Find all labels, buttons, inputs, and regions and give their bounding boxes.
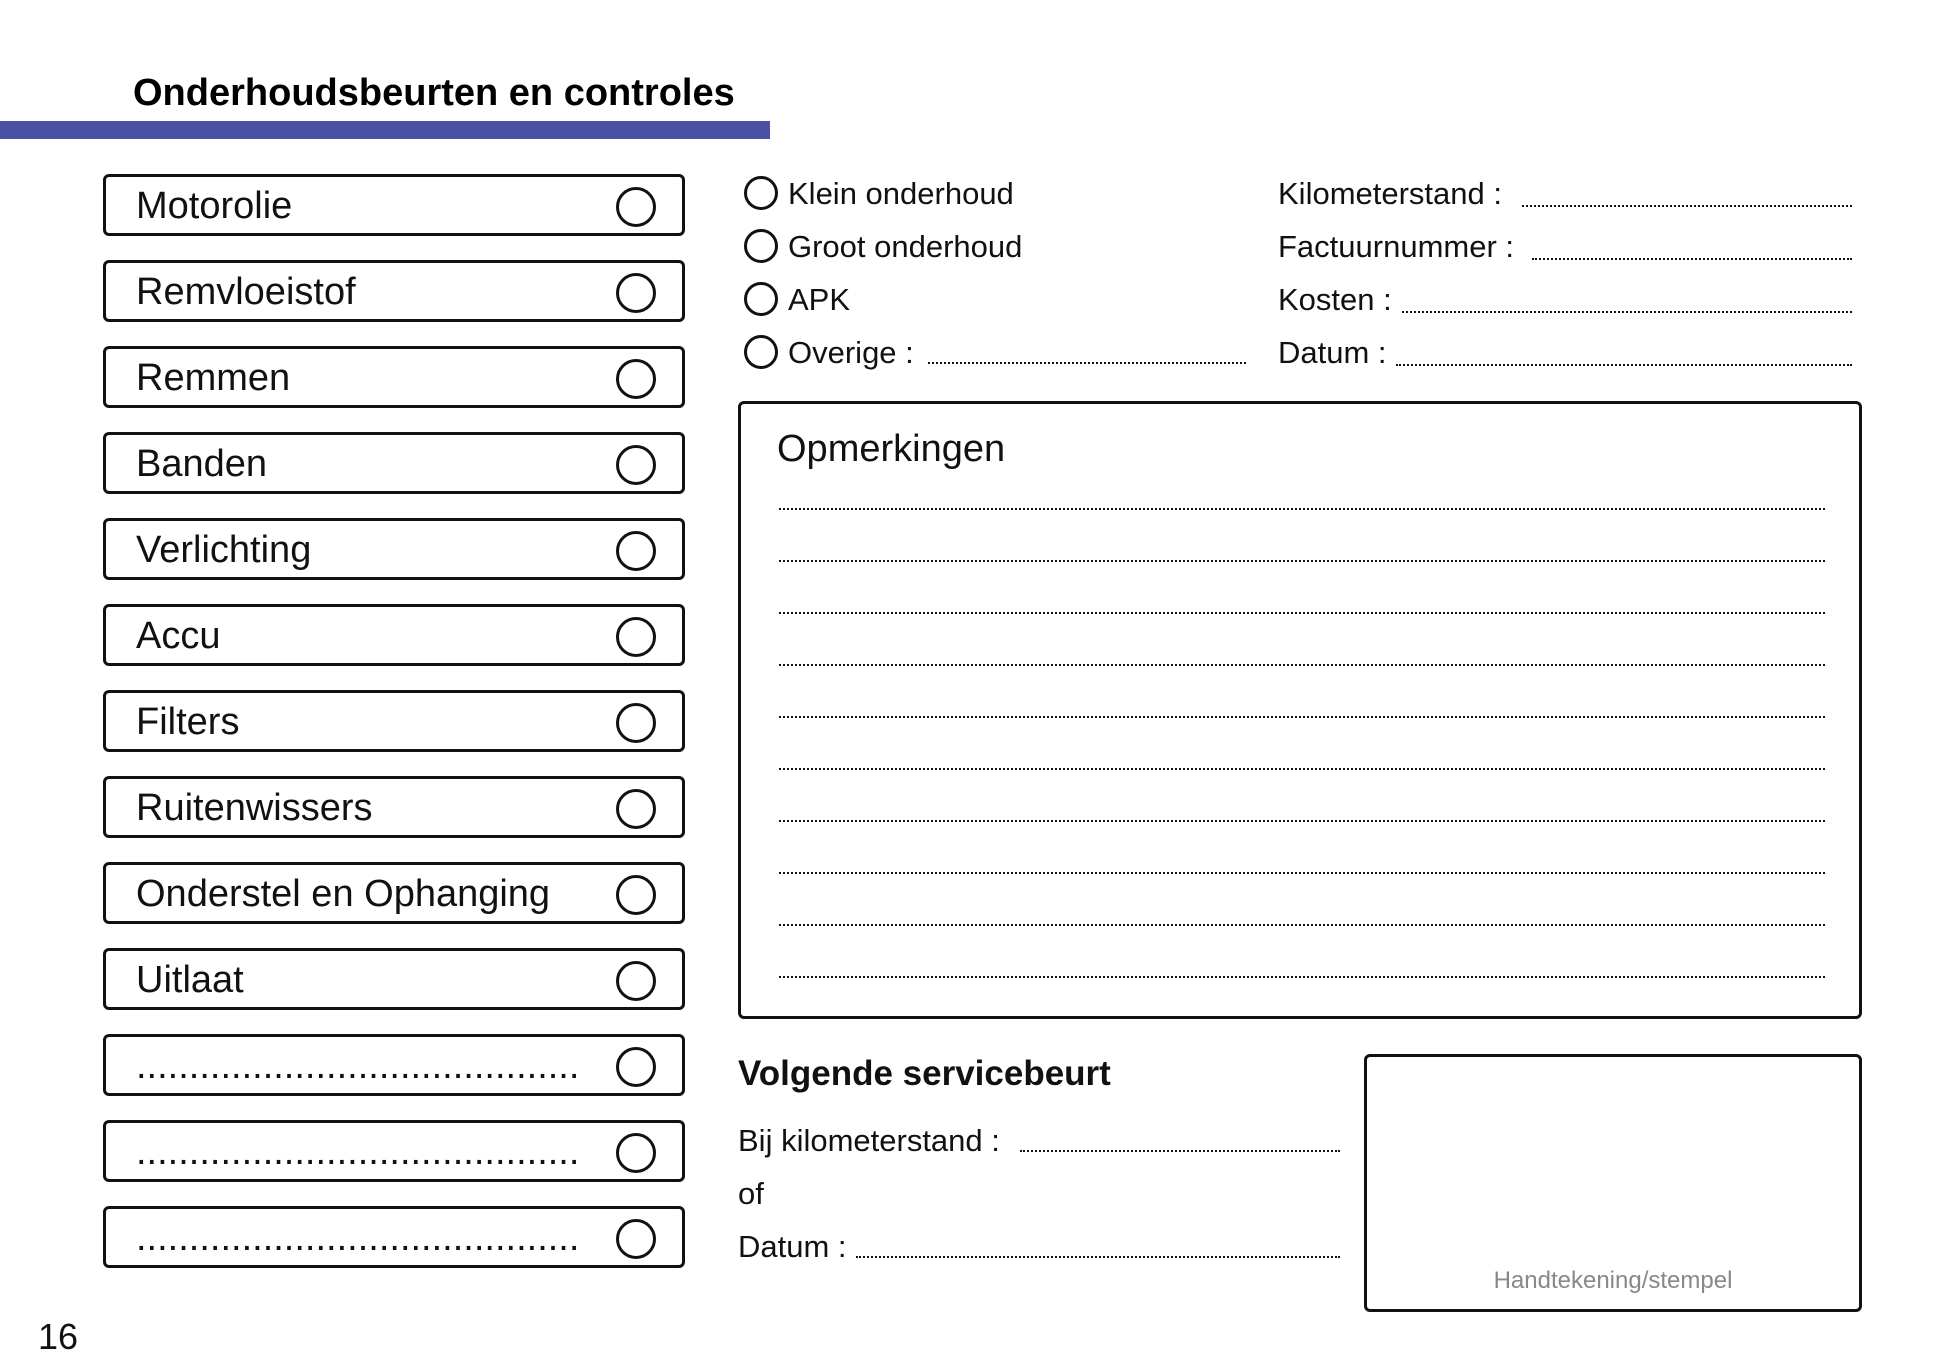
remarks-line[interactable] (779, 872, 1825, 874)
checklist-item[interactable] (103, 862, 685, 924)
checklist-item-label: Verlichting (136, 529, 312, 571)
remarks-line[interactable] (779, 560, 1825, 562)
page-number: 16 (38, 1316, 79, 1357)
checklist-item-blank[interactable] (103, 1120, 685, 1182)
next-datum-input-line[interactable] (856, 1256, 1340, 1258)
radio-circle-icon[interactable] (744, 335, 778, 369)
remarks-line[interactable] (779, 924, 1825, 926)
checklist-item-label: Uitlaat (136, 959, 244, 1001)
checklist-item-label[interactable]: .......................................... (136, 1217, 580, 1259)
remarks-title: Opmerkingen (777, 428, 1006, 470)
checklist-item-blank[interactable] (103, 1206, 685, 1268)
remarks-line[interactable] (779, 976, 1825, 978)
remarks-line[interactable] (779, 664, 1825, 666)
remarks-line[interactable] (779, 820, 1825, 822)
remarks-line[interactable] (779, 508, 1825, 510)
checkbox-circle-icon[interactable] (616, 359, 656, 399)
kilometerstand-input-line[interactable] (1522, 205, 1852, 207)
checklist-item-label: Remvloeistof (136, 271, 356, 313)
option-label: Groot onderhoud (788, 229, 1023, 264)
factuurnummer-input-line[interactable] (1532, 258, 1852, 260)
kilometerstand-label: Kilometerstand : (1278, 176, 1502, 211)
checkbox-circle-icon[interactable] (616, 1219, 656, 1259)
option-label: Overige : (788, 335, 914, 370)
checklist-item[interactable] (103, 432, 685, 494)
checklist-item-label: Remmen (136, 357, 291, 399)
next-service-title: Volgende servicebeurt (738, 1054, 1111, 1093)
checkbox-circle-icon[interactable] (616, 617, 656, 657)
checklist-item-label: Ruitenwissers (136, 787, 373, 829)
checklist-item[interactable] (103, 518, 685, 580)
remarks-line[interactable] (779, 768, 1825, 770)
signature-stamp-box[interactable] (1364, 1054, 1862, 1312)
checklist-item[interactable] (103, 948, 685, 1010)
checkbox-circle-icon[interactable] (616, 789, 656, 829)
signature-label: Handtekening/stempel (1493, 1267, 1733, 1294)
radio-circle-icon[interactable] (744, 176, 778, 210)
checklist-item-label: Motorolie (136, 185, 293, 227)
checklist-item[interactable] (103, 260, 685, 322)
page-title: Onderhoudsbeurten en controles (133, 72, 735, 114)
checkbox-circle-icon[interactable] (616, 187, 656, 227)
kosten-input-line[interactable] (1402, 311, 1852, 313)
remarks-box (738, 401, 1862, 1019)
checklist-item-label: Filters (136, 701, 240, 743)
checklist-item[interactable] (103, 776, 685, 838)
checkbox-circle-icon[interactable] (616, 1133, 656, 1173)
checkbox-circle-icon[interactable] (616, 1047, 656, 1087)
checklist-item[interactable] (103, 346, 685, 408)
checkbox-circle-icon[interactable] (616, 875, 656, 915)
checklist-item-label: Onderstel en Ophanging (136, 873, 551, 915)
next-kilometerstand-label: Bij kilometerstand : (738, 1123, 1000, 1158)
option-label: Klein onderhoud (788, 176, 1014, 211)
checklist-item-label[interactable]: .......................................... (136, 1131, 580, 1173)
next-kilometerstand-input-line[interactable] (1020, 1150, 1340, 1152)
checkbox-circle-icon[interactable] (616, 445, 656, 485)
checklist-item[interactable] (103, 604, 685, 666)
checklist-item[interactable] (103, 690, 685, 752)
checklist-item-label: Banden (136, 443, 268, 485)
radio-circle-icon[interactable] (744, 282, 778, 316)
next-datum-label: Datum : (738, 1229, 847, 1264)
remarks-line[interactable] (779, 716, 1825, 718)
overige-input-line[interactable] (928, 362, 1246, 364)
kosten-label: Kosten : (1278, 282, 1392, 317)
header-accent-bar (0, 121, 770, 139)
radio-circle-icon[interactable] (744, 229, 778, 263)
next-or-label: of (738, 1176, 764, 1211)
checkbox-circle-icon[interactable] (616, 531, 656, 571)
checkbox-circle-icon[interactable] (616, 703, 656, 743)
checklist-item[interactable] (103, 174, 685, 236)
datum-label: Datum : (1278, 335, 1387, 370)
checkbox-circle-icon[interactable] (616, 273, 656, 313)
checkbox-circle-icon[interactable] (616, 961, 656, 1001)
datum-input-line[interactable] (1396, 364, 1852, 366)
factuurnummer-label: Factuurnummer : (1278, 229, 1515, 264)
checklist-item-blank[interactable] (103, 1034, 685, 1096)
remarks-line[interactable] (779, 612, 1825, 614)
option-label: APK (788, 282, 851, 317)
checklist-item-label[interactable]: .......................................... (136, 1045, 580, 1087)
checklist-item-label: Accu (136, 615, 221, 657)
